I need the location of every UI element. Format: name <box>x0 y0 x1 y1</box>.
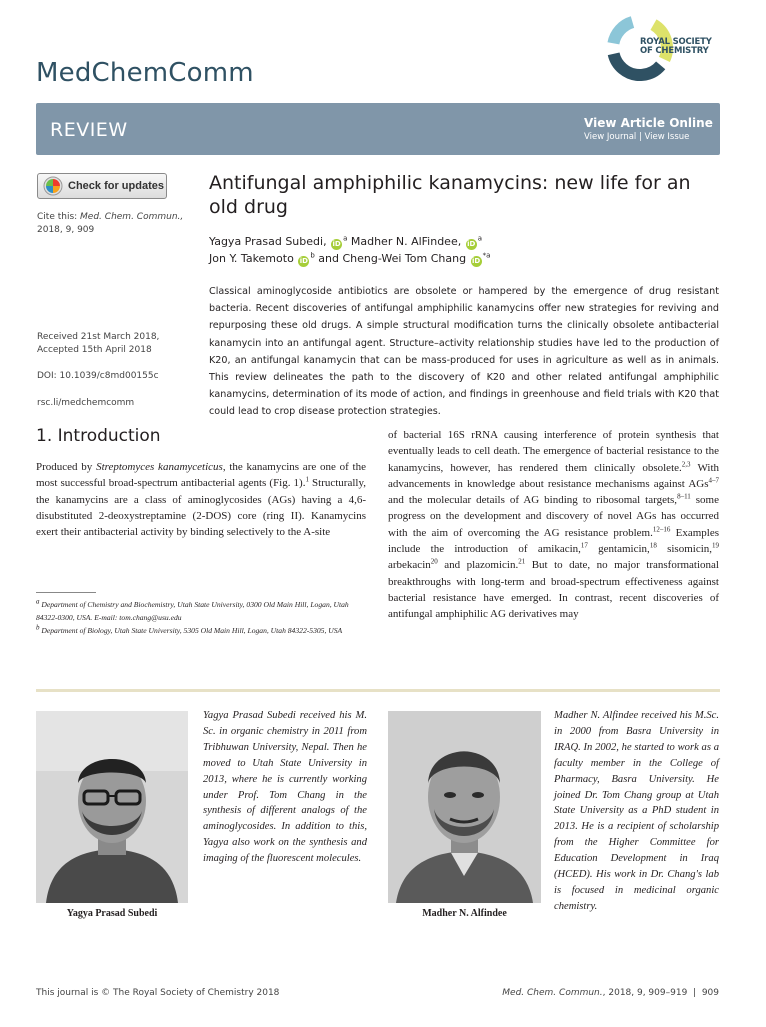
portrait-image <box>388 711 541 903</box>
author-photo-alfindee <box>388 711 541 903</box>
crossmark-icon <box>43 176 63 196</box>
page-number: 909 <box>701 988 719 998</box>
view-article-online-link[interactable]: View Article Online <box>584 116 713 130</box>
orcid-icon[interactable]: iD <box>332 240 341 248</box>
citation-ref[interactable]: 12–16 <box>652 525 671 534</box>
abstract: Classical aminoglycoside antibiotics are obsolete or hampered by the emergence of drug resistant bacteria. Recent discoveries of antifungal amphiphilic kanamycins offer new strategies for reviving and repurposing these old drugs. A simple structural modification turns the clinically obsolete antibacterial kanamycin into an antifungal agent. Structure–activity relationship studies have led to the production of K20, an antifungal kanamycin that can be mass-produced for uses in agriculture as well as in animals. This review delineates the path to the discovery of K20 and other related antifungal amphiphilic kanamycins, determination of its mode of action, and findings in greenhouse and field trials with K20 that could lead to crop disease protection strategies. <box>209 286 719 418</box>
citation-ref[interactable]: 1 <box>305 475 309 484</box>
citation-ref[interactable]: 4–7 <box>708 476 719 485</box>
citation-ref[interactable]: 20 <box>430 557 438 566</box>
citation-ref[interactable]: 8–11 <box>677 492 691 501</box>
bio-name-caption: Yagya Prasad Subedi <box>66 908 158 919</box>
text-run: With advancements in knowledge about resistance mechanisms against AGs <box>388 461 720 490</box>
text-run: , the kanamycins are one of the most successful broad-spectrum antibacterial agents (Fig. 1). <box>36 461 366 490</box>
citation-ref[interactable]: 19 <box>712 541 720 550</box>
citation-ref[interactable]: 17 <box>580 541 588 550</box>
text-run: gentamicin, <box>587 543 650 556</box>
cite-this <box>37 211 187 237</box>
citation-ref[interactable]: 21 <box>518 557 526 566</box>
text-run: arbekacin <box>388 559 431 572</box>
biography-divider <box>36 689 720 692</box>
section-heading-introduction: 1. Introduction <box>36 426 161 446</box>
received-date: Received 21st March 2018, <box>37 332 160 342</box>
text-run: some progress on the development and discovery of novel AGs has occurred with the aim of overcoming the AG resistance problem. <box>388 494 719 539</box>
footnote-mark: a <box>36 597 40 606</box>
text-run: of bacterial 16S rRNA causing interference of protein synthesis that eventually leads to cell death. The emergence of bacterial resistance to the kanamycins, however, has rendered them clinically obsolete. <box>388 429 719 474</box>
orcid-icon[interactable]: iD <box>467 240 476 248</box>
bio-name-caption: Madher N. Alfindee <box>422 908 507 919</box>
author-name[interactable]: Madher N. AlFindee, <box>350 235 462 248</box>
affiliation-footnotes <box>36 598 366 637</box>
bio-text: Yagya Prasad Subedi received his M. Sc. in organic chemistry in 2011 from Tribhuwan University, Nepal. Then he moved to Utah State University in 2013, where he is currently working under Prof. Tom Chang in the synthesis of different analogs of the aminoglycosides. In addition to this, Yagya also work on the synthesis and imaging of the fluorescent molecules. <box>203 710 367 865</box>
cite-label: Cite this: <box>37 212 78 222</box>
cite-journal: Med. Chem. Commun., <box>80 212 184 222</box>
view-journal-issue-links[interactable]: View Journal | View Issue <box>584 132 690 142</box>
copyright-footer: This journal is © The Royal Society of Chemistry 2018 <box>36 988 280 998</box>
footnote-a <box>36 598 366 624</box>
portrait-image <box>36 711 188 903</box>
check-for-updates-label: Check for updates <box>68 180 164 192</box>
text-run: Examples include the introduction of amikacin, <box>388 526 719 556</box>
doi[interactable]: DOI: 10.1039/c8md00155c <box>37 371 159 381</box>
check-for-updates-button[interactable] <box>37 173 167 199</box>
author-connector: and <box>318 252 339 265</box>
citation-ref[interactable]: 2,3 <box>681 459 691 468</box>
cite-volume: 2018, 9, 909 <box>37 225 95 235</box>
rsc-logo-line2: OF CHEMISTRY <box>640 46 709 56</box>
received-accepted <box>37 331 197 357</box>
accepted-date: Accepted 15th April 2018 <box>37 345 152 355</box>
rsc-logo-line1: ROYAL SOCIETY <box>640 37 712 47</box>
page-footer-citation <box>500 988 719 998</box>
footer-volume-pages: , 2018, 9, 909–919 <box>602 988 688 998</box>
article-title: Antifungal amphiphilic kanamycins: new life for an old drug <box>209 172 691 218</box>
species-name: Streptomyces kanamyceticus <box>96 461 223 473</box>
journal-url[interactable]: rsc.li/medchemcomm <box>37 398 135 408</box>
footnote-text: Department of Biology, Utah State University, 5305 Old Main Hill, Logan, Utah 84322-5305, USA <box>41 626 343 635</box>
text-run: and plazomicin. <box>437 559 519 572</box>
author-name[interactable]: Yagya Prasad Subedi, <box>209 235 327 248</box>
intro-paragraph-left <box>36 459 366 540</box>
text-run: sisomicin, <box>656 543 713 556</box>
author-affiliation: b <box>310 251 315 260</box>
text-run: Structurally, the kanamycins are a class of aminoglycosides (AGs) having a 4,6-disubstituted 2-deoxystreptamine (2-DOS) core (ring II). Kanamycins exert their antibacterial activity by binding selectively to the A-site <box>36 477 366 539</box>
footnote-divider <box>36 592 96 593</box>
author-affiliation: *a <box>482 251 491 260</box>
orcid-icon[interactable]: iD <box>299 257 308 265</box>
author-list <box>209 233 719 267</box>
rsc-logo-text <box>640 38 712 56</box>
text-run: But to date, no major transformational breakthroughs with long-term and broad-spectrum effectiveness against bacterial resistance have emerged. In contrast, recent discoveries of antifungal amphiphilic AG derivatives may <box>388 559 719 621</box>
section-type-label: REVIEW <box>50 119 128 141</box>
footnote-mark: b <box>36 623 40 632</box>
orcid-icon[interactable]: iD <box>471 257 481 265</box>
bio-text: Madher N. Alfindee received his M.Sc. in 2000 from Basra University in IRAQ. In 2002, he started to work as a faculty member in the College of Pharmacy, Basra University. He joined Dr. Tom Chang group at Utah State University as a PhD student in 2013. He is a recipient of scholarship from the Higher Committee for Education Development in Iraq (HCED). His work in Dr. Chang's lab is focused in medicinal organic chemistry. <box>554 710 719 912</box>
author-affiliation: a <box>343 234 348 243</box>
intro-paragraph-right <box>388 427 719 623</box>
text-run: and the molecular details of AG binding to ribosomal targets, <box>388 494 678 507</box>
footnote-b <box>36 624 366 637</box>
author-affiliation: a <box>477 234 483 243</box>
journal-name: MedChemComm <box>36 58 254 88</box>
footer-separator: | <box>690 988 699 998</box>
author-name[interactable]: Jon Y. Takemoto <box>209 252 294 265</box>
author-photo-subedi <box>36 711 188 903</box>
author-name[interactable]: Cheng-Wei Tom Chang <box>342 252 467 265</box>
footer-journal: Med. Chem. Commun. <box>502 988 603 998</box>
text-run: Produced by <box>36 461 97 473</box>
citation-ref[interactable]: 18 <box>649 541 657 550</box>
footnote-text: Department of Chemistry and Biochemistry, Utah State University, 0300 Old Main Hill, Logan, Utah 84322-0300, USA. E-mail: tom.chang@usu.edu <box>36 600 349 622</box>
